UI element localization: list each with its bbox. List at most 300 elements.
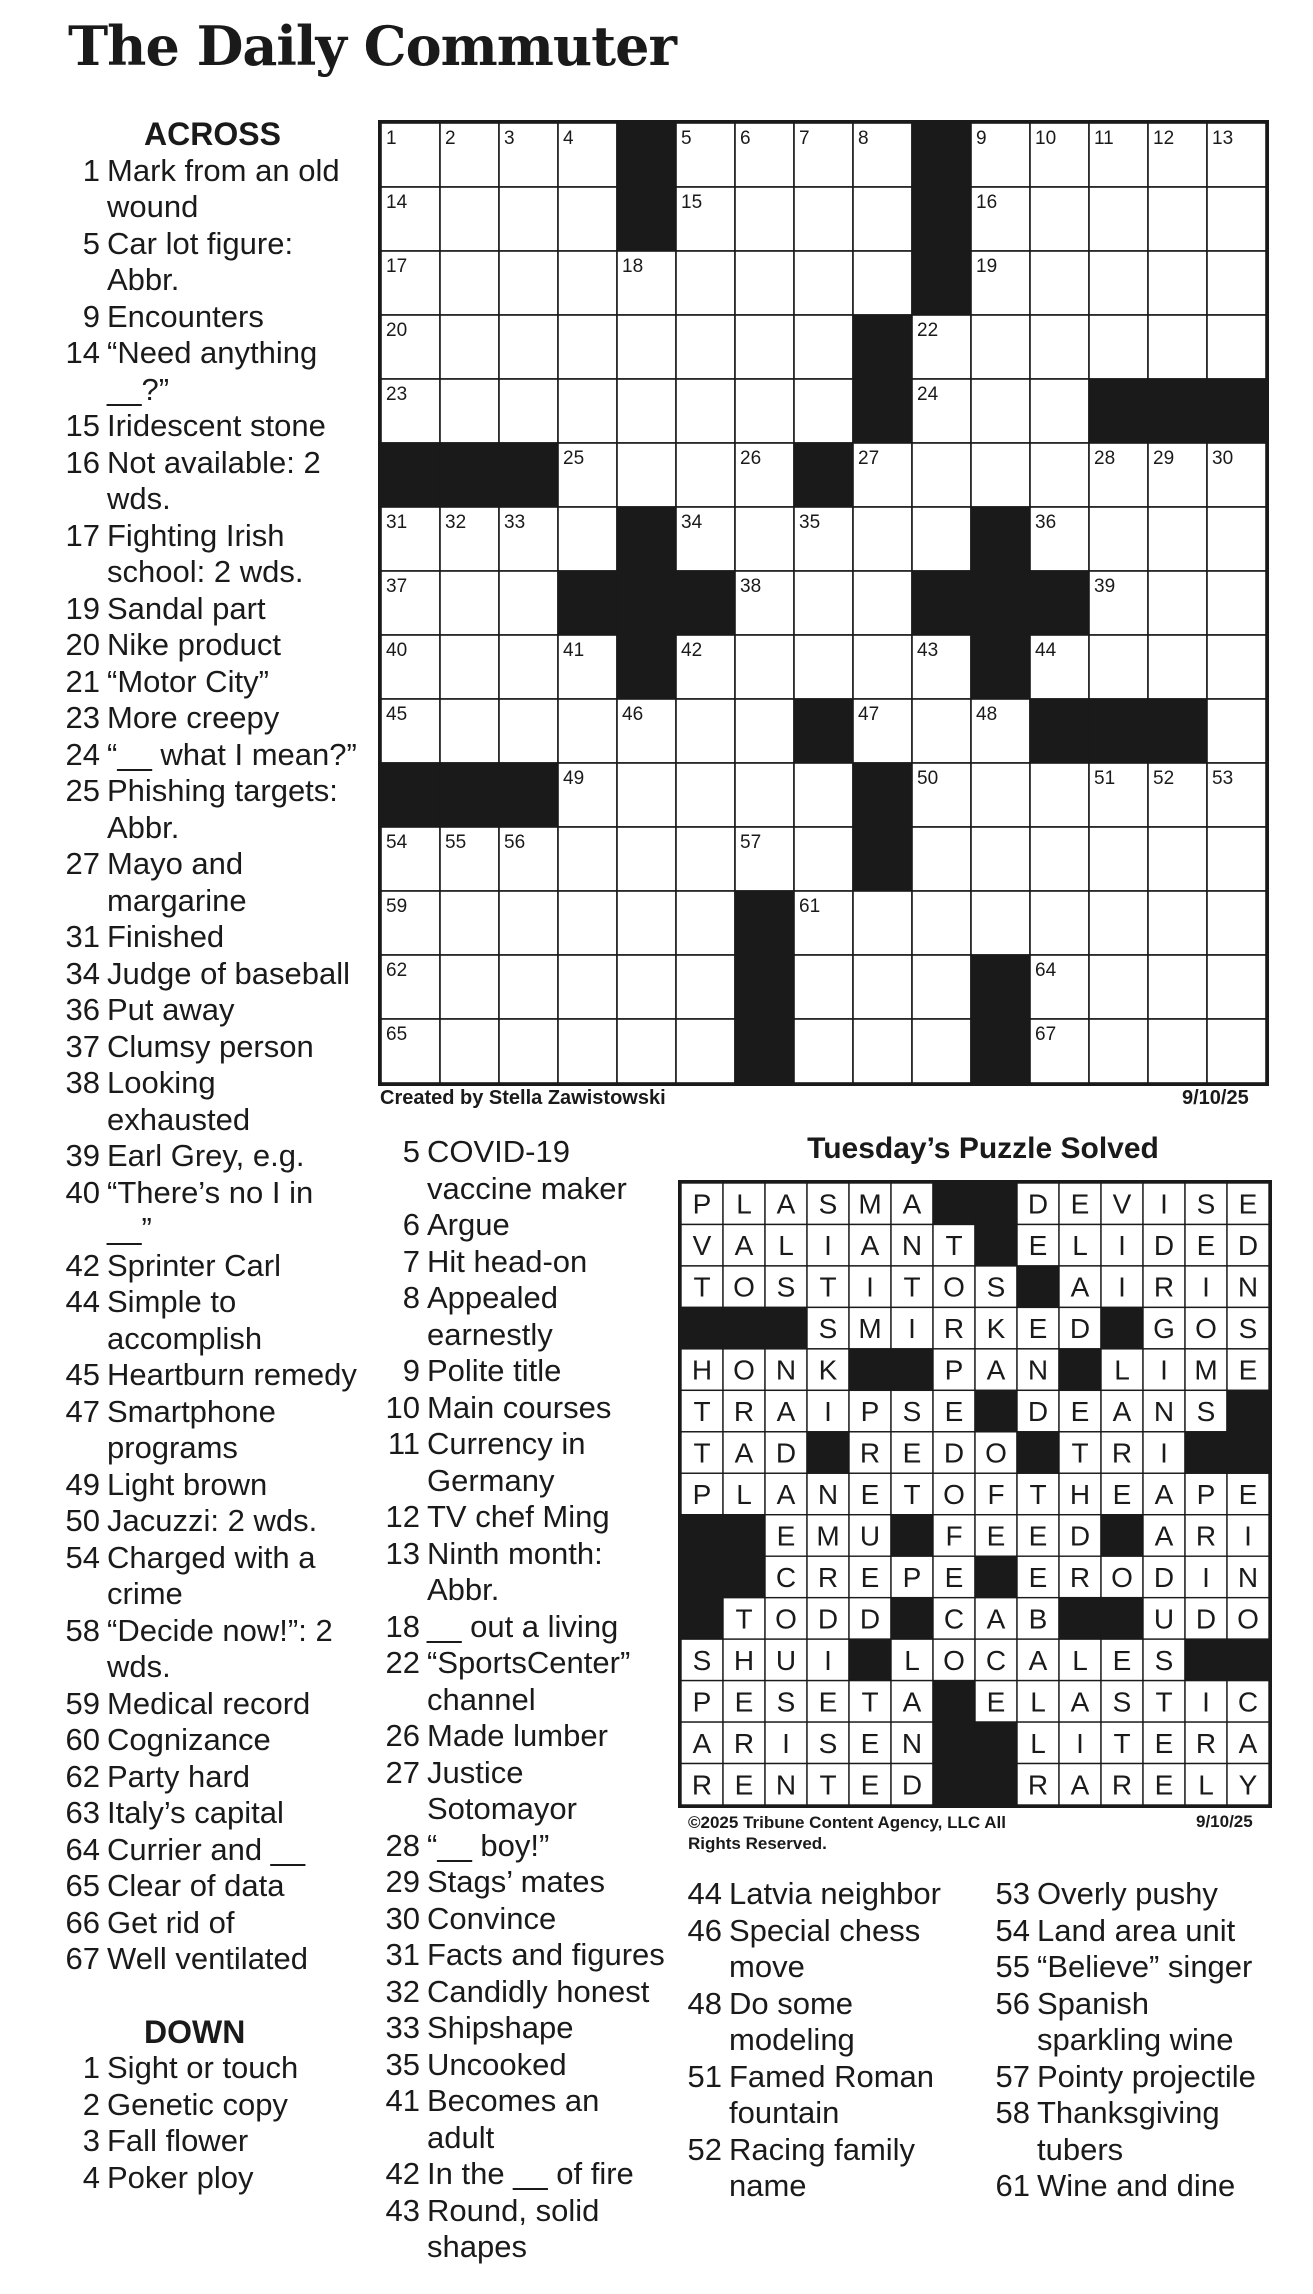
solved-letter: G (1153, 1313, 1175, 1345)
solved-letter: E (734, 1686, 754, 1718)
grid-cell[interactable] (853, 251, 912, 315)
solved-letter: C (1237, 1686, 1259, 1718)
solved-block (849, 1349, 891, 1390)
solved-block (933, 1764, 975, 1805)
solved-letter: L (736, 1479, 752, 1510)
grid-cell[interactable] (617, 315, 676, 379)
solved-block (1059, 1349, 1101, 1390)
solved-letter: O (985, 1437, 1007, 1469)
grid-cell[interactable] (1148, 251, 1207, 315)
solved-letter: D (943, 1437, 965, 1469)
clue-text: Land area unit (1037, 1912, 1236, 1948)
grid-cell[interactable] (794, 763, 853, 827)
grid-cell[interactable] (853, 187, 912, 251)
across-heading: ACROSS (144, 116, 281, 152)
grid-cell[interactable] (853, 507, 912, 571)
grid-cell[interactable] (558, 187, 617, 251)
grid-cell[interactable] (1089, 315, 1148, 379)
grid-cell[interactable] (617, 955, 676, 1019)
solved-title: Tuesday’s Puzzle Solved (807, 1132, 1159, 1165)
solved-letter: E (860, 1561, 880, 1593)
clue-text: Get rid of (107, 1904, 235, 1940)
grid-cell[interactable] (1030, 827, 1089, 891)
clue-number: 34 (65, 955, 100, 991)
grid-block (617, 635, 676, 699)
grid-cell[interactable] (1148, 571, 1207, 635)
puzzle-credit: Created by Stella Zawistowski (380, 1087, 666, 1109)
clue-item (60, 518, 360, 591)
page-title: The Daily Commuter (68, 14, 676, 78)
grid-cell[interactable] (971, 891, 1030, 955)
solved-letter: I (824, 1230, 832, 1262)
grid-cell[interactable] (676, 699, 735, 763)
clue-item (370, 2156, 670, 2193)
grid-cell[interactable] (558, 891, 617, 955)
down-heading: DOWN (144, 2013, 246, 2050)
solved-letter: S (986, 1271, 1006, 1303)
grid-cell[interactable] (617, 891, 676, 955)
grid-number: 22 (917, 320, 939, 341)
grid-cell[interactable] (1207, 315, 1266, 379)
grid-cell[interactable] (1148, 1019, 1207, 1083)
clue-number: 25 (65, 773, 100, 808)
grid-cell[interactable] (971, 763, 1030, 827)
clue-text: Famed Roman fountain (729, 2058, 935, 2130)
clue-number: 49 (65, 1466, 100, 1502)
grid-cell[interactable] (1030, 763, 1089, 827)
grid-cell[interactable] (1148, 315, 1207, 379)
grid-cell[interactable] (676, 251, 735, 315)
clue-number: 42 (65, 1247, 100, 1283)
solved-letter: K (986, 1313, 1006, 1345)
clue-item (60, 2050, 360, 2087)
grid-cell[interactable] (912, 699, 971, 763)
solved-letter: H (691, 1354, 713, 1386)
clue-item (370, 1901, 670, 1938)
grid-cell[interactable] (1207, 699, 1266, 763)
solved-letter: B (1028, 1603, 1048, 1635)
crossword-grid-svg[interactable] (381, 123, 1266, 1083)
grid-cell[interactable] (794, 187, 853, 251)
grid-cell[interactable] (499, 699, 558, 763)
solved-letter: E (1070, 1188, 1090, 1220)
down-clue-list-4 (980, 1876, 1280, 2205)
solved-letter: T (693, 1396, 711, 1428)
clue-text: Candidly honest (427, 1973, 650, 2009)
grid-cell[interactable] (912, 955, 971, 1019)
grid-cell[interactable] (440, 891, 499, 955)
clue-text: Encounters (107, 298, 264, 334)
solved-block (975, 1183, 1017, 1224)
solved-letter: A (1154, 1479, 1174, 1510)
clue-number: 9 (402, 1353, 420, 1388)
grid-block (1089, 699, 1148, 763)
grid-cell[interactable] (676, 315, 735, 379)
solved-letter: S (818, 1188, 838, 1220)
grid-cell[interactable] (853, 571, 912, 635)
clue-number: 41 (385, 2083, 420, 2118)
grid-cell[interactable] (1089, 507, 1148, 571)
solved-letter: E (734, 1769, 754, 1801)
grid-number: 26 (740, 448, 762, 469)
grid-cell[interactable] (1207, 251, 1266, 315)
grid-cell[interactable] (1030, 891, 1089, 955)
solved-letter: E (1154, 1769, 1174, 1801)
grid-cell[interactable] (853, 955, 912, 1019)
solved-letter: P (692, 1188, 712, 1220)
clue-text: Racing family name (729, 2131, 916, 2203)
grid-cell[interactable] (794, 251, 853, 315)
grid-cell[interactable] (971, 443, 1030, 507)
solved-letter: A (734, 1437, 754, 1469)
clue-item (60, 1175, 360, 1248)
clue-number: 57 (995, 2058, 1030, 2094)
solved-letter: R (1111, 1769, 1133, 1801)
grid-block (499, 443, 558, 507)
grid-cell[interactable] (1089, 635, 1148, 699)
grid-cell[interactable] (794, 827, 853, 891)
solved-letter: T (819, 1271, 837, 1303)
grid-number: 30 (1212, 448, 1234, 469)
clue-text: Ninth month: Abbr. (427, 1535, 603, 1607)
solved-letter: O (943, 1271, 965, 1303)
grid-cell[interactable] (499, 571, 558, 635)
clue-text: Put away (107, 992, 235, 1027)
grid-cell[interactable] (499, 1019, 558, 1083)
grid-number: 41 (563, 640, 585, 661)
solved-letter: E (986, 1686, 1006, 1718)
grid-cell[interactable] (1207, 1019, 1266, 1083)
solved-block (1017, 1266, 1059, 1307)
clue-text: Poker ploy (107, 2159, 254, 2195)
grid-cell[interactable] (971, 315, 1030, 379)
grid-cell[interactable] (440, 955, 499, 1019)
grid-cell[interactable] (499, 635, 558, 699)
grid-cell[interactable] (440, 379, 499, 443)
grid-cell[interactable] (853, 891, 912, 955)
solved-letter: A (986, 1603, 1006, 1635)
grid-cell[interactable] (440, 1019, 499, 1083)
grid-number: 49 (563, 768, 585, 789)
solved-letter: I (908, 1313, 916, 1345)
grid-block (676, 571, 735, 635)
grid-cell[interactable] (558, 827, 617, 891)
grid-block (1148, 379, 1207, 443)
clue-item (60, 773, 360, 846)
clue-item (60, 1065, 360, 1138)
grid-cell[interactable] (499, 187, 558, 251)
solved-letter: A (1112, 1396, 1132, 1428)
grid-cell[interactable] (617, 379, 676, 443)
solved-letter: I (1202, 1561, 1210, 1593)
clue-text: “There’s no I in __” (107, 1174, 314, 1246)
clue-text: Spanish sparkling wine (1037, 1985, 1234, 2057)
grid-block (499, 763, 558, 827)
grid-cell[interactable] (735, 187, 794, 251)
grid-cell[interactable] (1207, 827, 1266, 891)
grid-cell[interactable] (1207, 187, 1266, 251)
grid-cell[interactable] (1030, 443, 1089, 507)
grid-number: 54 (386, 832, 408, 853)
grid-cell[interactable] (735, 251, 794, 315)
clue-number: 31 (385, 1937, 420, 1972)
solved-letter: D (1069, 1313, 1091, 1345)
grid-cell[interactable] (1030, 251, 1089, 315)
grid-cell[interactable] (912, 443, 971, 507)
clue-number: 37 (65, 1028, 100, 1064)
solved-letter: S (1196, 1188, 1216, 1220)
grid-cell[interactable] (1207, 507, 1266, 571)
grid-cell[interactable] (1207, 955, 1266, 1019)
section-spacer (60, 1978, 360, 2014)
across-clue-list (60, 153, 360, 1978)
grid-cell[interactable] (735, 379, 794, 443)
grid-cell[interactable] (1089, 891, 1148, 955)
solved-block (807, 1432, 849, 1473)
grid-cell[interactable] (558, 315, 617, 379)
grid-cell[interactable] (1030, 315, 1089, 379)
grid-cell[interactable] (1207, 891, 1266, 955)
grid-block (558, 571, 617, 635)
grid-cell[interactable] (912, 827, 971, 891)
grid-cell[interactable] (676, 443, 735, 507)
solved-letter: M (858, 1188, 882, 1220)
grid-cell[interactable] (735, 315, 794, 379)
clue-text: Currency in Germany (427, 1426, 586, 1498)
solved-letter: E (1238, 1188, 1258, 1220)
grid-cell[interactable] (617, 1019, 676, 1083)
grid-cell[interactable] (1148, 827, 1207, 891)
clue-text: “Believe” singer (1037, 1949, 1253, 1984)
solved-letter: E (902, 1437, 922, 1469)
grid-cell[interactable] (558, 251, 617, 315)
grid-cell[interactable] (853, 635, 912, 699)
clue-number: 8 (402, 1280, 420, 1315)
grid-cell[interactable] (676, 379, 735, 443)
grid-cell[interactable] (971, 827, 1030, 891)
clue-item (370, 1280, 670, 1353)
solved-block (975, 1764, 1017, 1805)
solved-block (1185, 1432, 1227, 1473)
solved-block (1059, 1598, 1101, 1639)
solved-letter: I (782, 1727, 790, 1759)
grid-number: 16 (976, 192, 998, 213)
solved-letter: H (1069, 1479, 1091, 1510)
solved-letter: L (1030, 1727, 1046, 1759)
clue-item (980, 1913, 1280, 1950)
grid-cell[interactable] (558, 379, 617, 443)
solved-letter: D (1153, 1230, 1175, 1262)
solved-block (975, 1224, 1017, 1265)
grid-number: 27 (858, 448, 880, 469)
clue-number: 58 (995, 2095, 1030, 2130)
grid-cell[interactable] (1030, 187, 1089, 251)
clue-text: Charged with a crime (107, 1539, 316, 1611)
grid-cell[interactable] (676, 891, 735, 955)
grid-cell[interactable] (558, 699, 617, 763)
solved-letter: N (775, 1354, 797, 1386)
grid-cell[interactable] (558, 507, 617, 571)
clue-text: Medical record (107, 1685, 311, 1721)
grid-number: 17 (386, 256, 408, 277)
grid-cell[interactable] (558, 955, 617, 1019)
clue-item (60, 700, 360, 737)
clue-item (60, 335, 360, 408)
clue-text: Justice Sotomayor (427, 1754, 577, 1826)
solved-letter: P (860, 1396, 880, 1428)
grid-cell[interactable] (794, 1019, 853, 1083)
grid-block (617, 187, 676, 251)
crossword-grid[interactable] (378, 120, 1269, 1086)
grid-block (617, 123, 676, 187)
grid-block (1030, 571, 1089, 635)
grid-cell[interactable] (735, 635, 794, 699)
clue-text: Shipshape (427, 2010, 574, 2045)
grid-cell[interactable] (912, 1019, 971, 1083)
grid-cell[interactable] (1089, 1019, 1148, 1083)
clue-item (370, 1426, 670, 1499)
solved-letter: T (693, 1437, 711, 1469)
grid-cell[interactable] (558, 1019, 617, 1083)
clue-number: 6 (402, 1207, 420, 1242)
clue-number: 16 (65, 444, 100, 480)
down-clue-list-3 (672, 1876, 972, 2205)
clue-text: __ out a living (427, 1608, 619, 1644)
grid-cell[interactable] (912, 507, 971, 571)
grid-cell[interactable] (1089, 827, 1148, 891)
solved-letter: M (858, 1313, 882, 1345)
grid-number: 38 (740, 576, 762, 597)
solved-block (1227, 1639, 1269, 1680)
solved-letter: O (943, 1644, 965, 1676)
grid-cell[interactable] (499, 891, 558, 955)
grid-cell[interactable] (617, 827, 676, 891)
solved-letter: D (1027, 1396, 1049, 1428)
solved-letter: E (1070, 1396, 1090, 1428)
clue-item (980, 1876, 1280, 1913)
grid-cell[interactable] (794, 955, 853, 1019)
solved-letter: N (1237, 1271, 1259, 1303)
grid-cell[interactable] (440, 251, 499, 315)
grid-cell[interactable] (676, 955, 735, 1019)
clue-number: 2 (82, 2086, 100, 2122)
clue-text: Mark from an old wound (107, 152, 340, 224)
grid-cell[interactable] (794, 315, 853, 379)
clue-item (370, 1207, 670, 1244)
clue-number: 9 (82, 298, 100, 334)
grid-cell[interactable] (440, 571, 499, 635)
solved-letter: E (860, 1727, 880, 1759)
solved-letter: O (1195, 1313, 1217, 1345)
grid-cell[interactable] (1148, 891, 1207, 955)
grid-cell[interactable] (440, 635, 499, 699)
grid-number: 40 (386, 640, 408, 661)
down-clues-3 (672, 1876, 972, 2205)
grid-cell[interactable] (617, 443, 676, 507)
clue-text: Pointy projectile (1037, 2058, 1256, 2094)
clue-number: 14 (65, 335, 100, 370)
clue-number: 58 (65, 1612, 100, 1648)
solved-letter: L (1198, 1769, 1214, 1801)
grid-number: 10 (1035, 128, 1057, 149)
grid-cell[interactable] (1089, 187, 1148, 251)
clue-item (60, 2123, 360, 2160)
clue-item (370, 2010, 670, 2047)
grid-cell[interactable] (499, 379, 558, 443)
clue-text: Clear of data (107, 1868, 285, 1903)
grid-number: 31 (386, 512, 408, 533)
grid-cell[interactable] (499, 315, 558, 379)
grid-cell[interactable] (440, 699, 499, 763)
solved-letter: R (1195, 1727, 1217, 1759)
grid-cell[interactable] (1207, 635, 1266, 699)
solved-block (723, 1556, 765, 1597)
solved-letter: E (1196, 1230, 1216, 1262)
grid-cell[interactable] (971, 379, 1030, 443)
grid-cell[interactable] (735, 507, 794, 571)
solved-letter: E (1238, 1479, 1258, 1510)
grid-cell[interactable] (440, 315, 499, 379)
grid-number: 62 (386, 960, 408, 981)
grid-cell[interactable] (1148, 635, 1207, 699)
clue-number: 17 (65, 517, 100, 553)
solved-letter: O (733, 1271, 755, 1303)
clue-item (60, 1795, 360, 1832)
grid-cell[interactable] (1148, 955, 1207, 1019)
clue-text: Appealed earnestly (427, 1280, 559, 1352)
grid-cell[interactable] (1030, 379, 1089, 443)
solved-letter: A (734, 1230, 754, 1262)
grid-cell[interactable] (617, 763, 676, 827)
grid-cell[interactable] (794, 635, 853, 699)
solved-letter: D (1027, 1188, 1049, 1220)
grid-cell[interactable] (1148, 507, 1207, 571)
solved-letter: T (693, 1271, 711, 1303)
clue-text: Italy’s capital (107, 1795, 284, 1830)
grid-cell[interactable] (1148, 187, 1207, 251)
grid-cell[interactable] (440, 187, 499, 251)
grid-cell[interactable] (1089, 251, 1148, 315)
grid-cell[interactable] (735, 763, 794, 827)
grid-cell[interactable] (499, 251, 558, 315)
solved-letter: T (735, 1603, 753, 1635)
solved-letter: V (692, 1230, 712, 1262)
grid-cell[interactable] (676, 763, 735, 827)
grid-number: 61 (799, 896, 821, 917)
grid-cell[interactable] (794, 379, 853, 443)
clue-item (60, 737, 360, 774)
solved-letter: A (776, 1396, 796, 1428)
solved-letter: S (902, 1396, 922, 1428)
solved-letter: T (903, 1479, 921, 1510)
grid-cell[interactable] (1089, 955, 1148, 1019)
grid-cell[interactable] (499, 955, 558, 1019)
solved-block (933, 1183, 975, 1224)
grid-cell[interactable] (676, 827, 735, 891)
clue-item (60, 1540, 360, 1613)
grid-cell[interactable] (735, 699, 794, 763)
clue-text: Fighting Irish school: 2 wds. (107, 517, 304, 589)
grid-cell[interactable] (1207, 571, 1266, 635)
solved-letter: R (1069, 1561, 1091, 1593)
clue-item (370, 2047, 670, 2084)
grid-cell[interactable] (676, 1019, 735, 1083)
clue-item (370, 1244, 670, 1281)
grid-cell[interactable] (912, 891, 971, 955)
grid-cell[interactable] (853, 1019, 912, 1083)
grid-cell[interactable] (794, 571, 853, 635)
clue-item (370, 1718, 670, 1755)
